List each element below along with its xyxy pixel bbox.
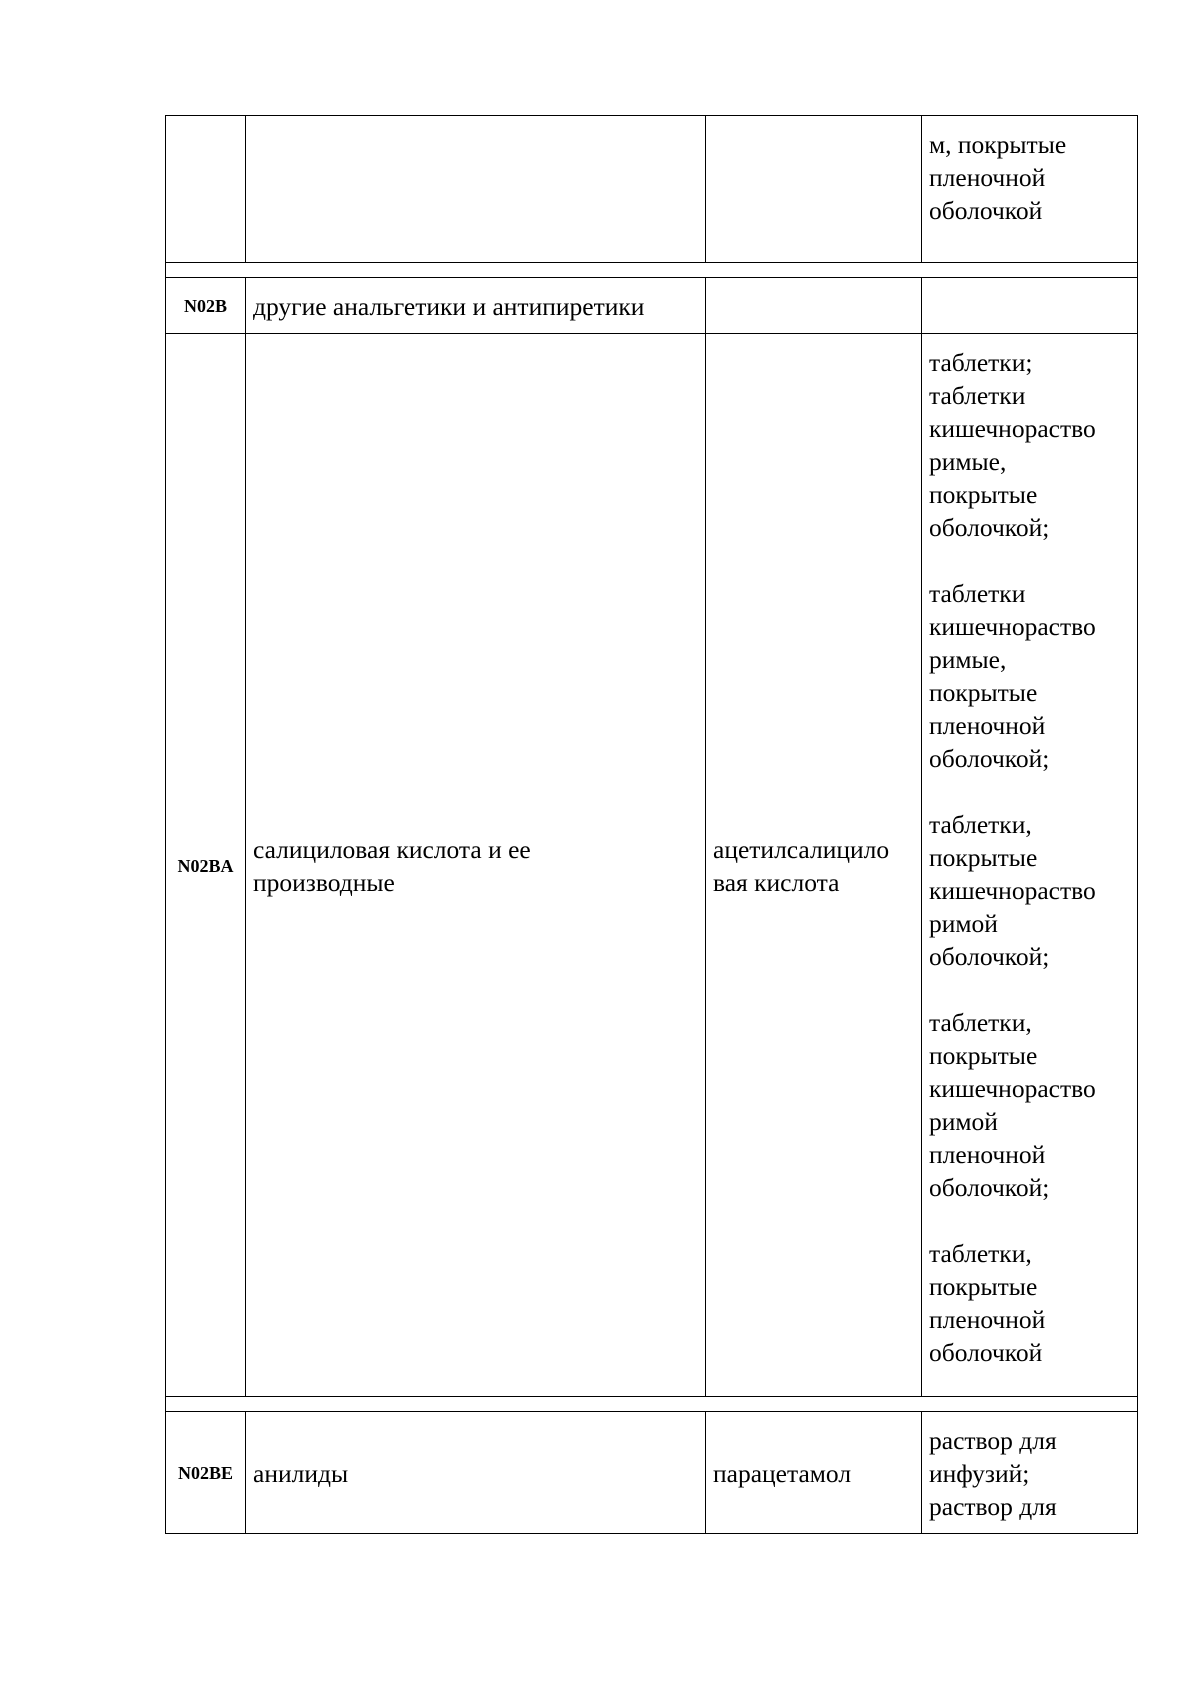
dosage-form-line: пленочной — [929, 711, 1046, 740]
inn-cell: парацетамол — [706, 1412, 922, 1534]
group-line: салициловая кислота и ее — [253, 835, 531, 864]
dosage-form-line: оболочкой — [929, 196, 1043, 225]
dosage-form-line: таблетки, — [929, 1008, 1032, 1037]
dosage-form-line: пленочной — [929, 1305, 1046, 1334]
dosage-form-cell — [922, 1412, 1138, 1534]
dosage-form-line: покрытые — [929, 843, 1038, 872]
dosage-form-block — [929, 346, 1130, 544]
dosage-form-line: кишечнораство — [929, 876, 1096, 905]
table-row — [166, 278, 1138, 334]
dosage-form-block — [929, 1424, 1130, 1523]
dosage-form-line: таблетки; — [929, 348, 1033, 377]
dosage-form-line: римой — [929, 909, 998, 938]
atc-code-cell — [166, 116, 246, 263]
inn-cell — [706, 116, 922, 263]
dosage-form-line: пленочной — [929, 1140, 1046, 1169]
dosage-form-block — [929, 577, 1130, 775]
dosage-form-line: инфузий; — [929, 1459, 1030, 1488]
dosage-form-block — [929, 808, 1130, 973]
dosage-form-block — [929, 1006, 1130, 1204]
dosage-form-line: покрытые — [929, 1041, 1038, 1070]
dosage-form-line: римые, — [929, 447, 1007, 476]
dosage-form-line: римые, — [929, 645, 1007, 674]
table-row — [166, 116, 1138, 263]
dosage-form-line: таблетки — [929, 381, 1026, 410]
dosage-form-cell — [922, 116, 1138, 263]
inn-line: вая кислота — [713, 868, 840, 897]
drug-table — [165, 115, 1138, 1534]
dosage-form-block — [929, 128, 1130, 227]
group-cell: анилиды — [246, 1412, 706, 1534]
atc-code-cell: N02BA — [166, 334, 246, 1397]
dosage-form-line: римой — [929, 1107, 998, 1136]
inn-line: ацетилсалицило — [713, 835, 890, 864]
table-spacer-row — [166, 1397, 1138, 1412]
dosage-form-line: таблетки, — [929, 1239, 1032, 1268]
dosage-form-line: оболочкой — [929, 1338, 1043, 1367]
atc-code-cell: N02BE — [166, 1412, 246, 1534]
dosage-form-line: раствор для — [929, 1426, 1057, 1455]
table-spacer-row — [166, 263, 1138, 278]
dosage-form-line: оболочкой; — [929, 744, 1050, 773]
dosage-form-line: таблетки, — [929, 810, 1032, 839]
dosage-form-line: оболочкой; — [929, 1173, 1050, 1202]
dosage-form-line: кишечнораство — [929, 612, 1096, 641]
dosage-form-line: покрытые — [929, 678, 1038, 707]
table-row — [166, 1412, 1138, 1534]
dosage-form-line: пленочной — [929, 163, 1046, 192]
dosage-form-line: покрытые — [929, 1272, 1038, 1301]
dosage-form-line: м, покрытые — [929, 130, 1067, 159]
inn-cell — [706, 278, 922, 334]
dosage-form-block — [929, 1237, 1130, 1369]
group-cell: другие анальгетики и антипиретики — [246, 278, 706, 334]
dosage-form-line: таблетки — [929, 579, 1026, 608]
group-cell — [246, 116, 706, 263]
table-row — [166, 334, 1138, 1397]
dosage-form-line: раствор для — [929, 1492, 1057, 1521]
dosage-form-cell — [922, 334, 1138, 1397]
group-line: производные — [253, 868, 395, 897]
atc-code-cell: N02B — [166, 278, 246, 334]
inn-cell — [706, 334, 922, 1397]
group-cell — [246, 334, 706, 1397]
dosage-form-cell — [922, 278, 1138, 334]
dosage-form-line: оболочкой; — [929, 513, 1050, 542]
dosage-form-line: кишечнораство — [929, 1074, 1096, 1103]
dosage-form-line: оболочкой; — [929, 942, 1050, 971]
dosage-form-line: кишечнораство — [929, 414, 1096, 443]
dosage-form-line: покрытые — [929, 480, 1038, 509]
